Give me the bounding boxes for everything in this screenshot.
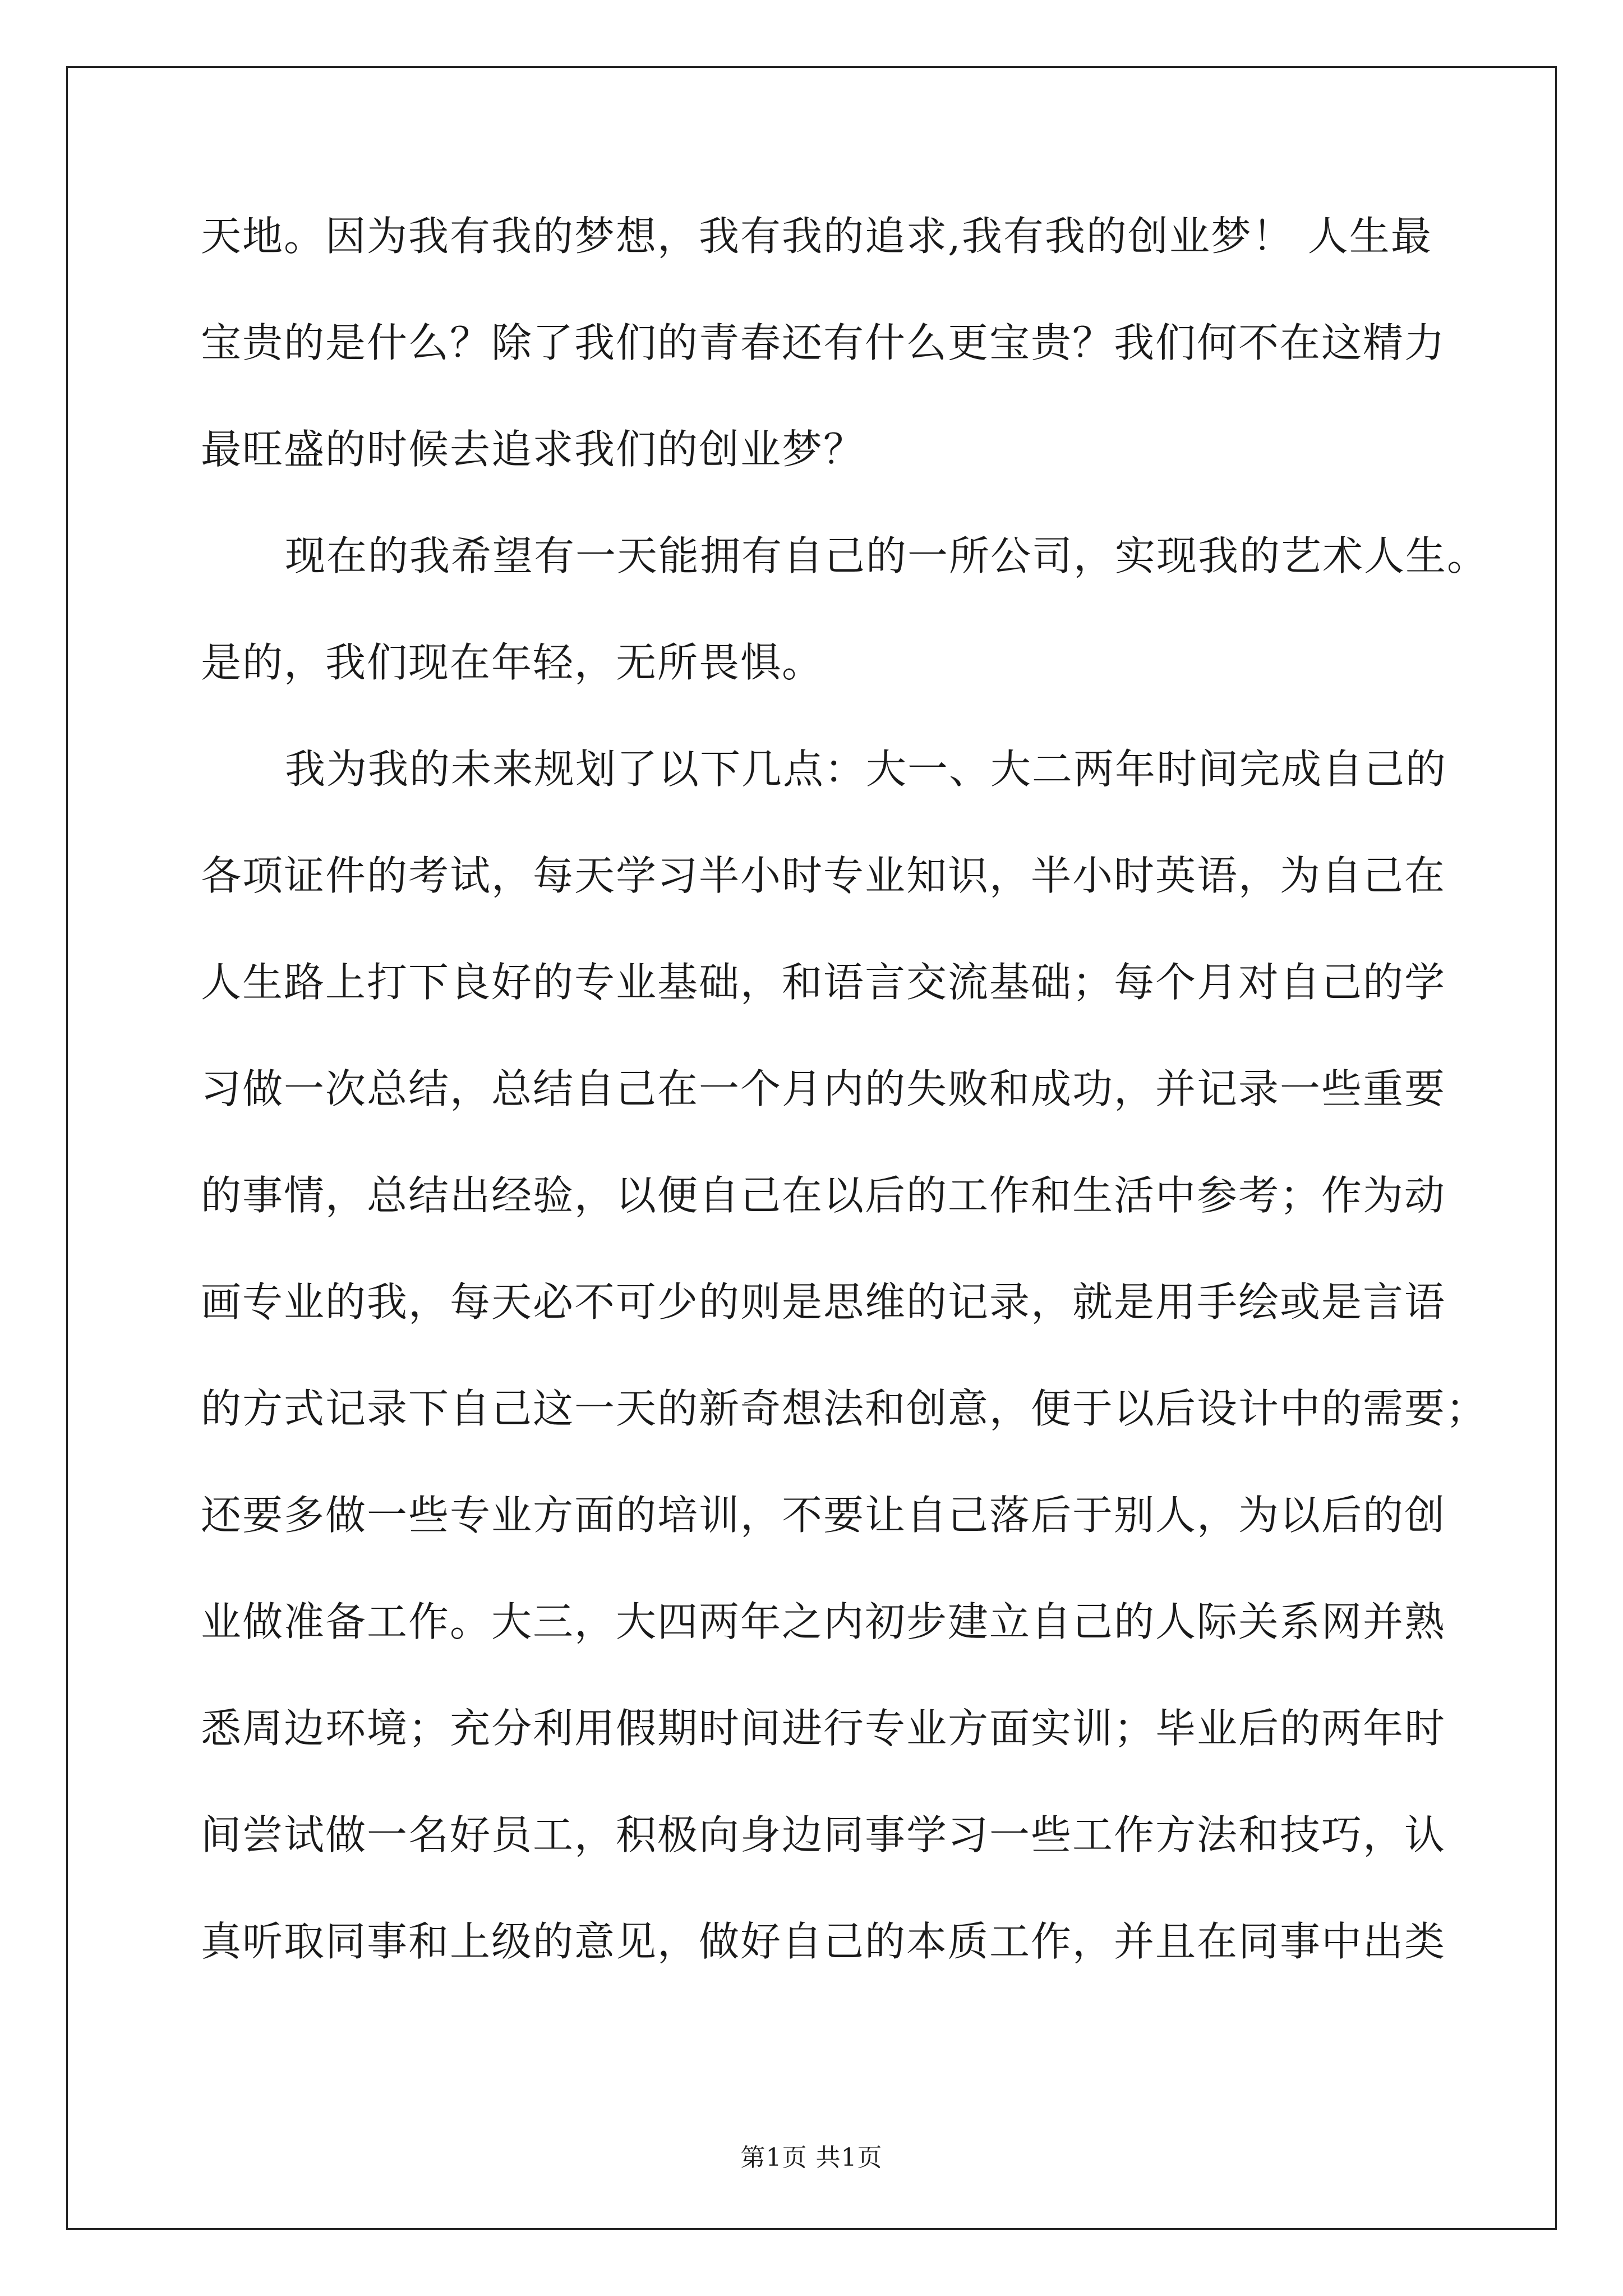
text-line: 还要多做一些专业方面的培训，不要让自己落后于别人，为以后的创: [201, 1492, 1446, 1539]
text-line: 现在的我希望有一天能拥有自己的一所公司，实现我的艺术人生。: [285, 532, 1489, 579]
document-body: [201, 213, 1489, 2028]
text-line: 各项证件的考试，每天学习半小时专业知识，半小时英语，为自己在: [201, 852, 1446, 899]
page-number-footer: 第1页 共1页: [740, 2143, 883, 2172]
text-line: 我为我的未来规划了以下几点：大一、大二两年时间完成自己的: [285, 746, 1447, 793]
text-line: 的方式记录下自己这一天的新奇想法和创意，便于以后设计中的需要；: [201, 1385, 1488, 1432]
text-line: 真听取同事和上级的意见，做好自己的本质工作，并且在同事中出类: [201, 1918, 1446, 1965]
text-line: 习做一次总结，总结自己在一个月内的失败和成功，并记录一些重要: [201, 1065, 1446, 1112]
text-line: 人生路上打下良好的专业基础，和语言交流基础；每个月对自己的学: [201, 959, 1446, 1006]
text-line: 悉周边环境；充分利用假期时间进行专业方面实训；毕业后的两年时: [201, 1705, 1446, 1752]
text-line: 间尝试做一名好员工，积极向身边同事学习一些工作方法和技巧，认: [201, 1811, 1446, 1858]
text-line: 画专业的我，每天必不可少的则是思维的记录，就是用手绘或是言语: [201, 1278, 1446, 1326]
text-line: 业做准备工作。大三，大四两年之内初步建立自己的人际关系网并熟: [201, 1598, 1446, 1645]
text-line: 最旺盛的时候去追求我们的创业梦？: [201, 426, 865, 473]
text-line: 的事情，总结出经验，以便自己在以后的工作和生活中参考；作为动: [201, 1172, 1446, 1219]
text-line: 天地。因为我有我的梦想，我有我的追求,我有我的创业梦！ 人生最: [201, 213, 1432, 260]
text-line: 宝贵的是什么？除了我们的青春还有什么更宝贵？我们何不在这精力: [201, 319, 1446, 366]
text-line: 是的，我们现在年轻，无所畏惧。: [201, 639, 824, 686]
